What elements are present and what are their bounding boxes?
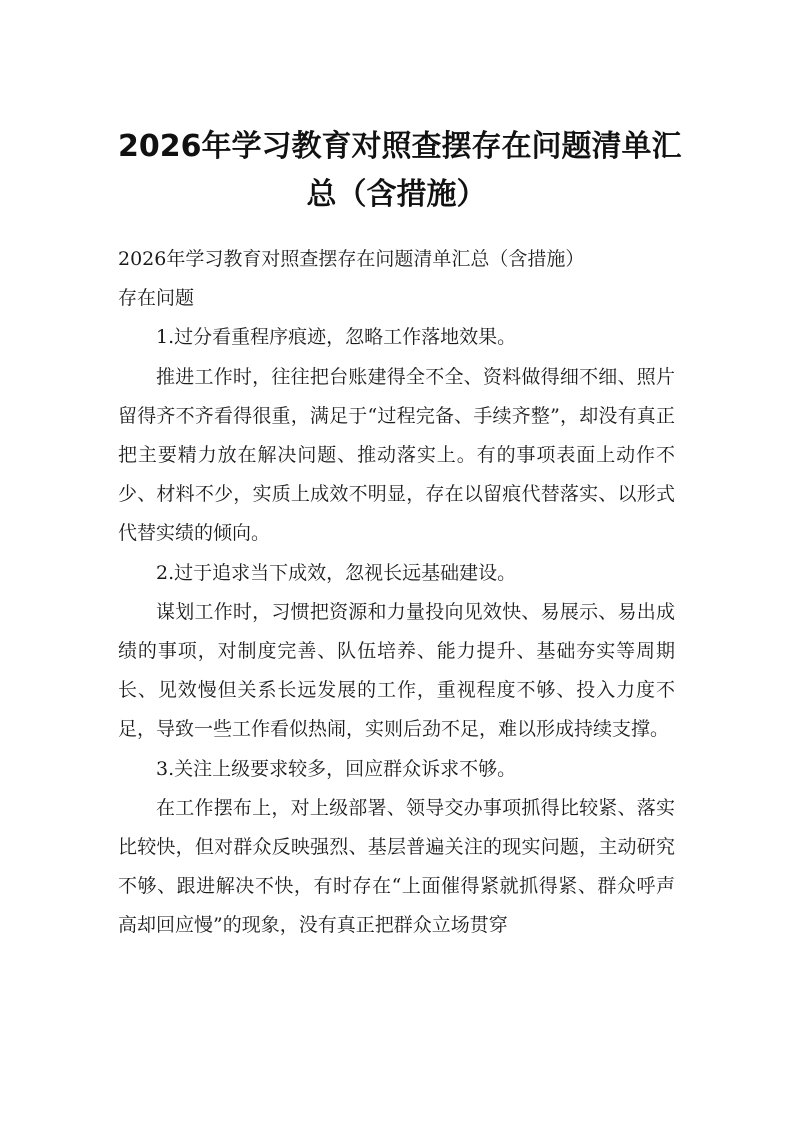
item-3-body: 在工作摆布上，对上级部署、领导交办事项抓得比较紧、落实比较快，但对群众反映强烈、基层普遍关注的现实问题，主动研究不够、跟进解决不快，有时存在“上面催得紧就抓得紧、群众呼声高却回应慢”的现象，没有真正把群众立场贯穿 <box>118 796 675 937</box>
document-body <box>118 240 675 946</box>
item-3-heading: 3.关注上级要求较多，回应群众诉求不够。 <box>156 757 517 780</box>
item-1-body: 推进工作时，往往把台账建得全不全、资料做得细不细、照片留得齐不齐看得很重，满足于“过程完备、手续齐整”，却没有真正把主要精力放在解决问题、推动落实上。有的事项表面上动作不少、材料不少，实质上成效不明显，存在以留痕代替落实、以形式代替实绩的倾向。 <box>118 365 675 545</box>
document-subtitle: 2026年学习教育对照查摆存在问题清单汇总（含措施） <box>118 248 585 270</box>
item-1-heading: 1.过分看重程序痕迹，忽略工作落地效果。 <box>156 326 517 349</box>
document-title-line-2: 总（含措施） <box>306 177 487 212</box>
item-2-body: 谋划工作时，习惯把资源和力量投向见效快、易展示、易出成绩的事项，对制度完善、队伍培养、能力提升、基础夯实等周期长、见效慢但关系长远发展的工作，重视程度不够、投入力度不足，导致一些工作看似热闹，实则后劲不足，难以形成持续支撑。 <box>118 600 675 741</box>
section-heading: 存在问题 <box>118 287 195 310</box>
document-title-line-1: 2026年学习教育对照查摆存在问题清单汇 <box>118 129 682 164</box>
item-2-heading: 2.过于追求当下成效，忽视长远基础建设。 <box>156 561 517 584</box>
